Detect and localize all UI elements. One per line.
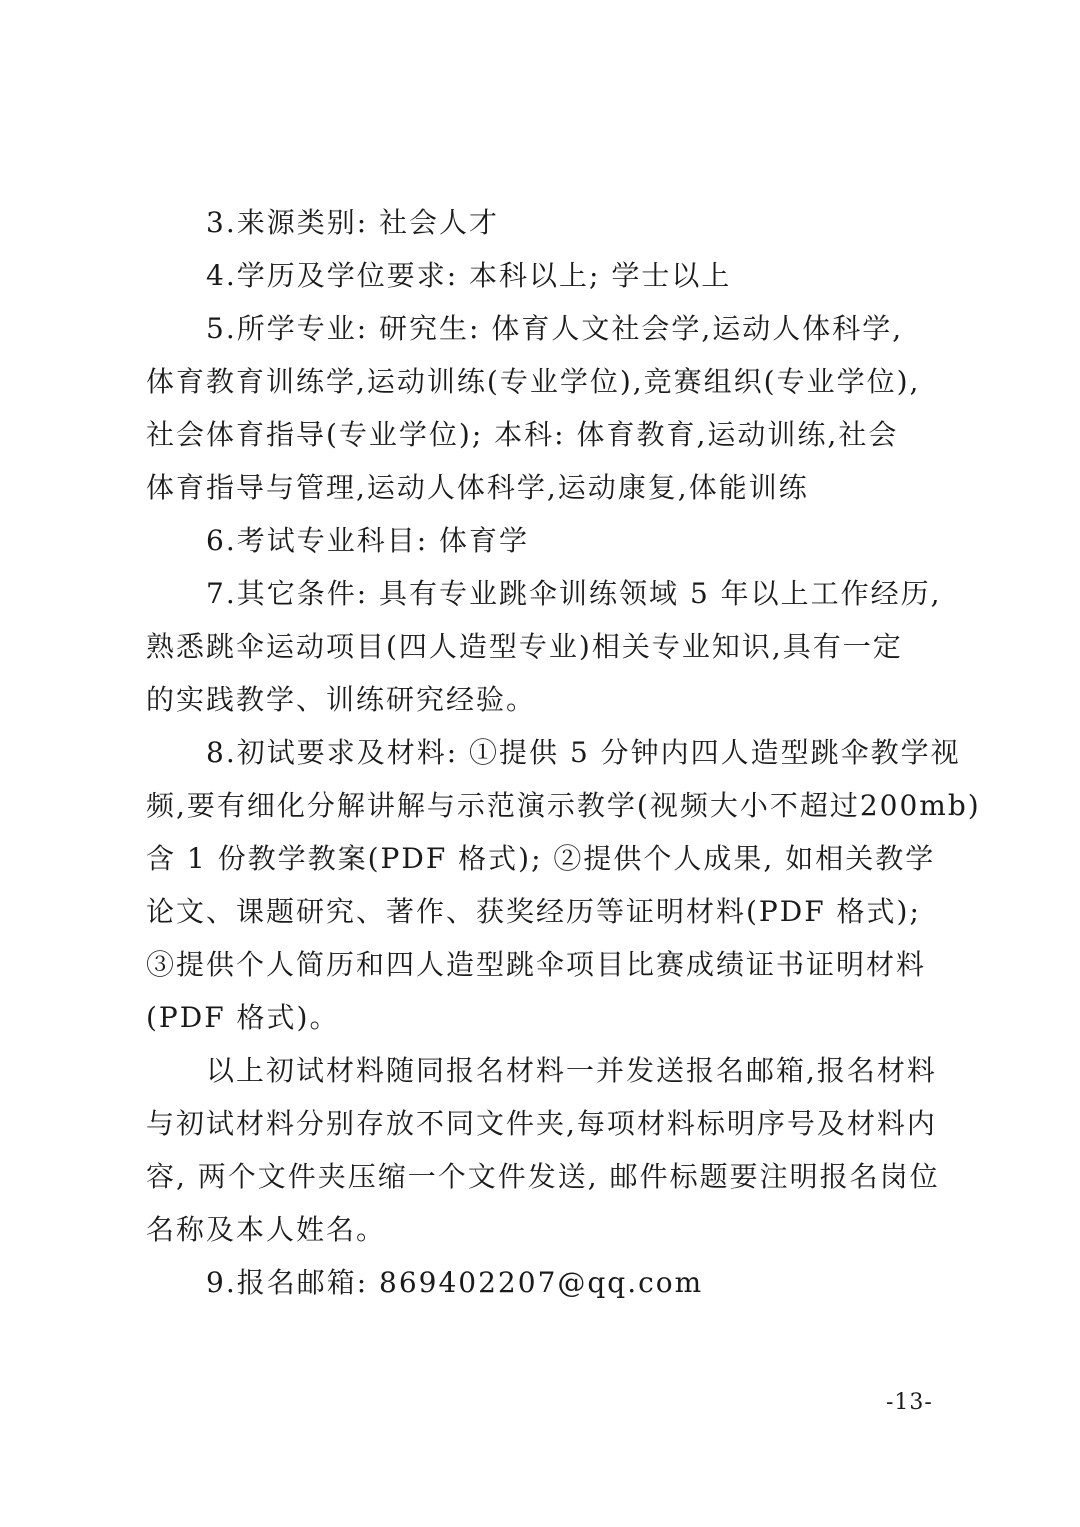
item-preliminary-materials-continued: ③提供个人简历和四人造型跳伞项目比赛成绩证书证明材料 — [146, 948, 927, 981]
item-registration-email: 9.报名邮箱: 869402207@qq.com — [206, 1266, 704, 1299]
submission-note-continued: 容, 两个文件夹压缩一个文件发送, 邮件标题要注明报名岗位 — [146, 1160, 940, 1193]
page-number: -13- — [886, 1390, 933, 1415]
item-other-conditions-continued: 熟悉跳伞运动项目(四人造型专业)相关专业知识,具有一定 — [146, 630, 903, 663]
submission-note: 以上初试材料随同报名材料一并发送报名邮箱,报名材料 — [206, 1054, 937, 1087]
item-other-conditions: 7.其它条件: 具有专业跳伞训练领域 5 年以上工作经历, — [206, 577, 942, 610]
item-major-continued: 体育指导与管理,运动人体科学,运动康复,体能训练 — [146, 471, 809, 504]
submission-note-continued: 与初试材料分别存放不同文件夹,每项材料标明序号及材料内 — [146, 1107, 937, 1140]
item-preliminary-materials: 8.初试要求及材料: ①提供 5 分钟内四人造型跳伞教学视 — [206, 736, 961, 769]
item-exam-subject: 6.考试专业科目: 体育学 — [206, 524, 530, 557]
submission-note-continued: 名称及本人姓名。 — [146, 1213, 387, 1246]
item-preliminary-materials-continued: 频,要有细化分解讲解与示范演示教学(视频大小不超过200mb) — [146, 789, 981, 822]
item-preliminary-materials-continued: 论文、课题研究、著作、获奖经历等证明材料(PDF 格式); — [146, 895, 921, 928]
item-major-continued: 体育教育训练学,运动训练(专业学位),竞赛组织(专业学位), — [146, 365, 921, 398]
item-education-requirement: 4.学历及学位要求: 本科以上; 学士以上 — [206, 259, 732, 292]
item-major-continued: 社会体育指导(专业学位); 本科: 体育教育,运动训练,社会 — [146, 418, 899, 451]
item-major: 5.所学专业: 研究生: 体育人文社会学,运动人体科学, — [206, 312, 904, 345]
item-preliminary-materials-continued: 含 1 份教学教案(PDF 格式); ②提供个人成果, 如相关教学 — [146, 842, 936, 875]
item-preliminary-materials-continued: (PDF 格式)。 — [146, 1001, 340, 1034]
item-source-category: 3.来源类别: 社会人才 — [206, 206, 500, 239]
document-body — [146, 196, 981, 1309]
item-other-conditions-continued: 的实践教学、训练研究经验。 — [146, 683, 537, 716]
